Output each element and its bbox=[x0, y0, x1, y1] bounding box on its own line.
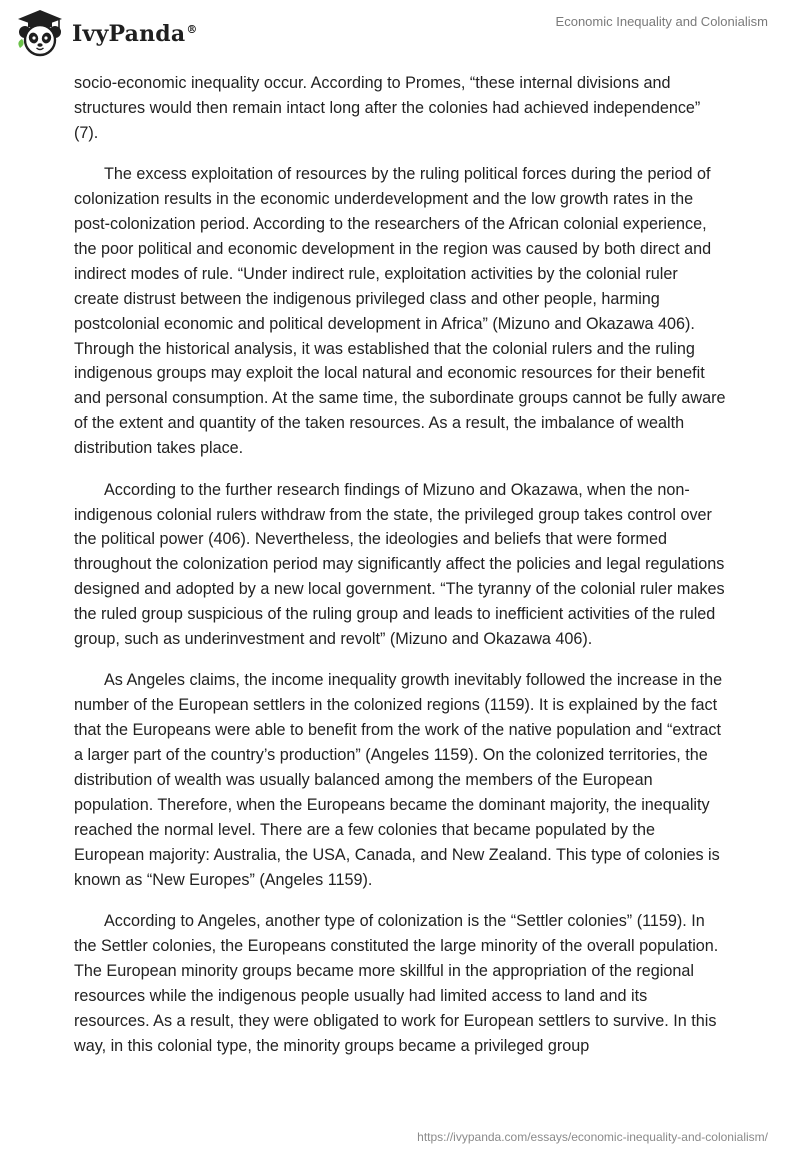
page-header bbox=[0, 0, 800, 62]
essay-body bbox=[74, 71, 726, 1075]
paragraph: The excess exploitation of resources by the ruling political forces during the period of colonization results in the economic underdevelopment and the low growth rates in the post-colonization period. According to the researchers of the African colonial experience, the poor political and economic development in the region was caused by both direct and indirect modes of rule. “Under indirect rule, exploitation activities by the colonial ruler create distrust between the indigenous privileged class and other people, harming postcolonial economic and political development in Africa” (Mizuno and Okazawa 406). Through the historical analysis, it was established that the colonial rulers and the ruling indigenous groups may exploit the local natural and economic resources for their benefit and personal consumption. At the same time, the subordinate groups cannot be fully aware of the extent and quantity of the taken resources. As a result, the imbalance of wealth distribution takes place. bbox=[74, 165, 726, 458]
document-title: Economic Inequality and Colonialism bbox=[555, 14, 768, 29]
paragraph-continuation: socio-economic inequality occur. According to Promes, “these internal divisions and structures would then remain intact long after the colonies had achieved independence” (7). bbox=[74, 74, 701, 142]
brand-name: IvyPanda® bbox=[72, 21, 198, 47]
paragraph: As Angeles claims, the income inequality growth inevitably followed the increase in the number of the European settlers in the colonized regions (1159). It is explained by the fact that the Europeans were able to benefit from the work of the native population and “extract a larger part of the country’s production” (Angeles 1159). On the colonized territories, the distribution of wealth was usually balanced among the members of the European population. Therefore, when the Europeans became the dominant majority, the inequality reached the normal level. There are a few colonies that became populated by the European majority: Australia, the USA, Canada, and New Zealand. This type of colonies is known as “New Europes” (Angeles 1159). bbox=[74, 671, 723, 889]
paragraph: According to Angeles, another type of colonization is the “Settler colonies” (1159). In the Settler colonies, the Europeans constituted the large minority of the overall population. The European minority groups became more skillful in the appropriation of the regional resources while the indigenous people usually had limited access to land and its resources. As a result, they were obligated to work for European settlers to survive. In this way, in this colonial type, the minority groups became a privileged group bbox=[74, 912, 719, 1055]
source-url-link[interactable]: https://ivypanda.com/essays/economic-inequality-and-colonialism/ bbox=[417, 1130, 768, 1144]
paragraph: According to the further research findings of Mizuno and Okazawa, when the non-indigenous colonial rulers withdraw from the state, the privileged group takes control over the political power (406). Nevertheless, the ideologies and beliefs that were formed throughout the colonization period may significantly affect the policies and legal regulations designed and adopted by a new local government. “The tyranny of the colonial ruler makes the ruled group suspicious of the ruling group and leads to inefficient activities of the ruled group, such as underinvestment and revolt” (Mizuno and Okazawa 406). bbox=[74, 480, 725, 649]
registered-mark: ® bbox=[186, 22, 198, 36]
panda-graduate-icon bbox=[14, 8, 66, 58]
ivypanda-logo[interactable] bbox=[14, 8, 198, 58]
